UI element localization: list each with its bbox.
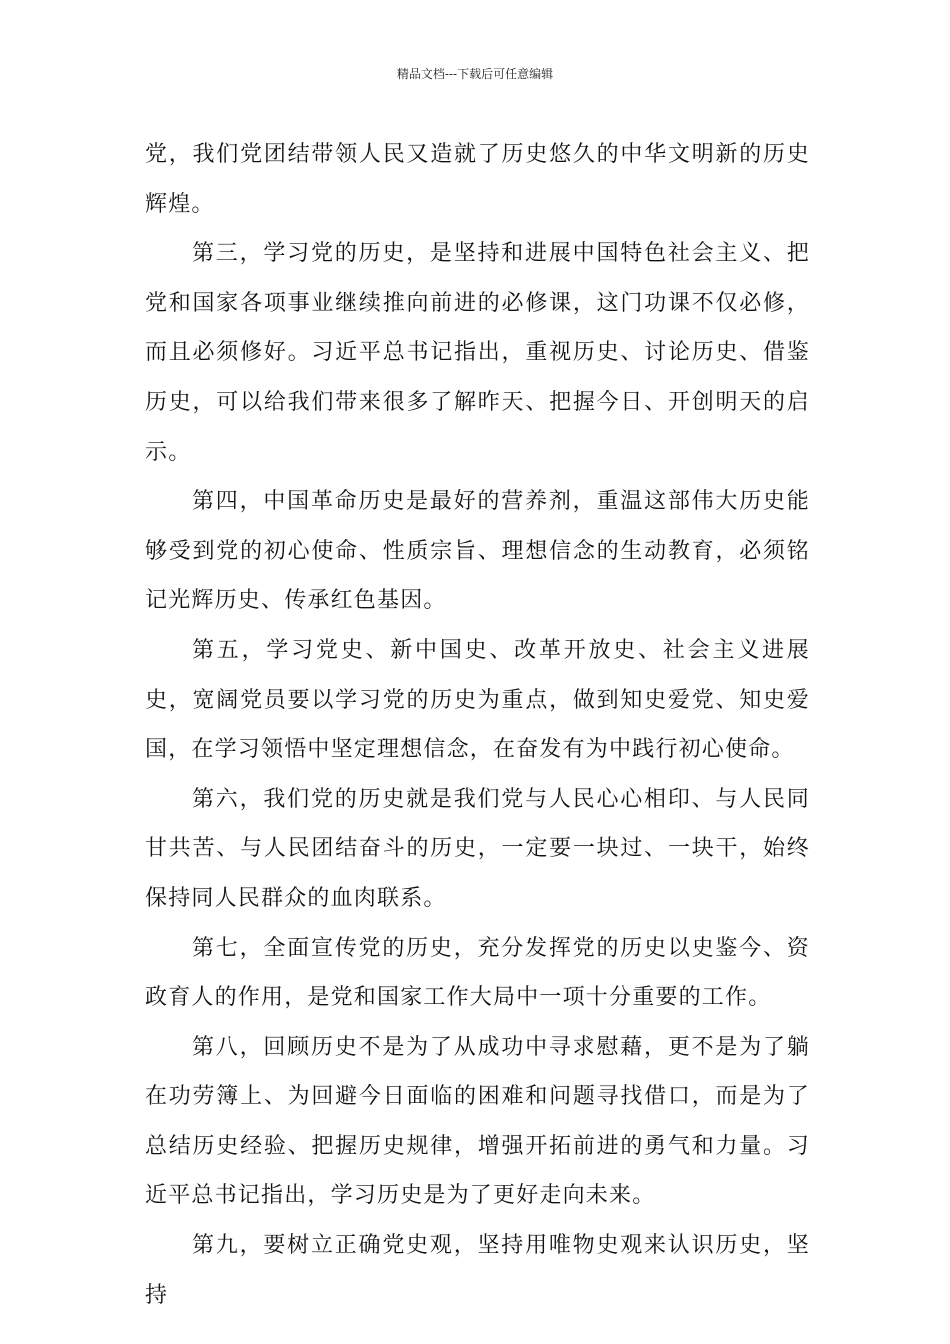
paragraph-third: 第三，学习党的历史，是坚持和进展中国特色社会主义、把党和国家各项事业继续推向前进的必修课，这门功课不仅必修，而且必须修好。习近平总书记指出，重视历史、讨论历史、借鉴历史，可以给我们带来很多了解昨天、把握今日、开创明天的启示。 — [145, 241, 810, 465]
page-header: 精品文档---下载后可任意编辑 — [396, 67, 554, 81]
paragraph-fourth: 第四，中国革命历史是最好的营养剂，重温这部伟大历史能够受到党的初心使命、性质宗旨、理想信念的生动教育，必须铭记光辉历史、传承红色基因。 — [145, 489, 810, 614]
paragraph-continuation: 党，我们党团结带领人民又造就了历史悠久的中华文明新的历史辉煌。 — [145, 142, 810, 217]
paragraph-seventh: 第七，全面宣传党的历史，充分发挥党的历史以史鉴今、资政育人的作用，是党和国家工作大局中一项十分重要的工作。 — [145, 935, 810, 1011]
paragraph-fifth: 第五，学习党史、新中国史、改革开放史、社会主义进展史，宽阔党员要以学习党的历史为重点，做到知史爱党、知史爱国，在学习领悟中坚定理想信念，在奋发有为中践行初心使命。 — [145, 637, 810, 763]
paragraph-ninth: 第九，要树立正确党史观，坚持用唯物史观来认识历史，坚持 — [145, 1233, 810, 1308]
paragraph-sixth: 第六，我们党的历史就是我们党与人民心心相印、与人民同甘共苦、与人民团结奋斗的历史，一定要一块过、一块干，始终保持同人民群众的血肉联系。 — [145, 786, 810, 911]
paragraph-eighth: 第八，回顾历史不是为了从成功中寻求慰藉，更不是为了躺在功劳簿上、为回避今日面临的困难和问题寻找借口，而是为了总结历史经验、把握历史规律，增强开拓前进的勇气和力量。习近平总书记指出，学习历史是为了更好走向未来。 — [145, 1034, 810, 1209]
document-body — [145, 130, 810, 1320]
